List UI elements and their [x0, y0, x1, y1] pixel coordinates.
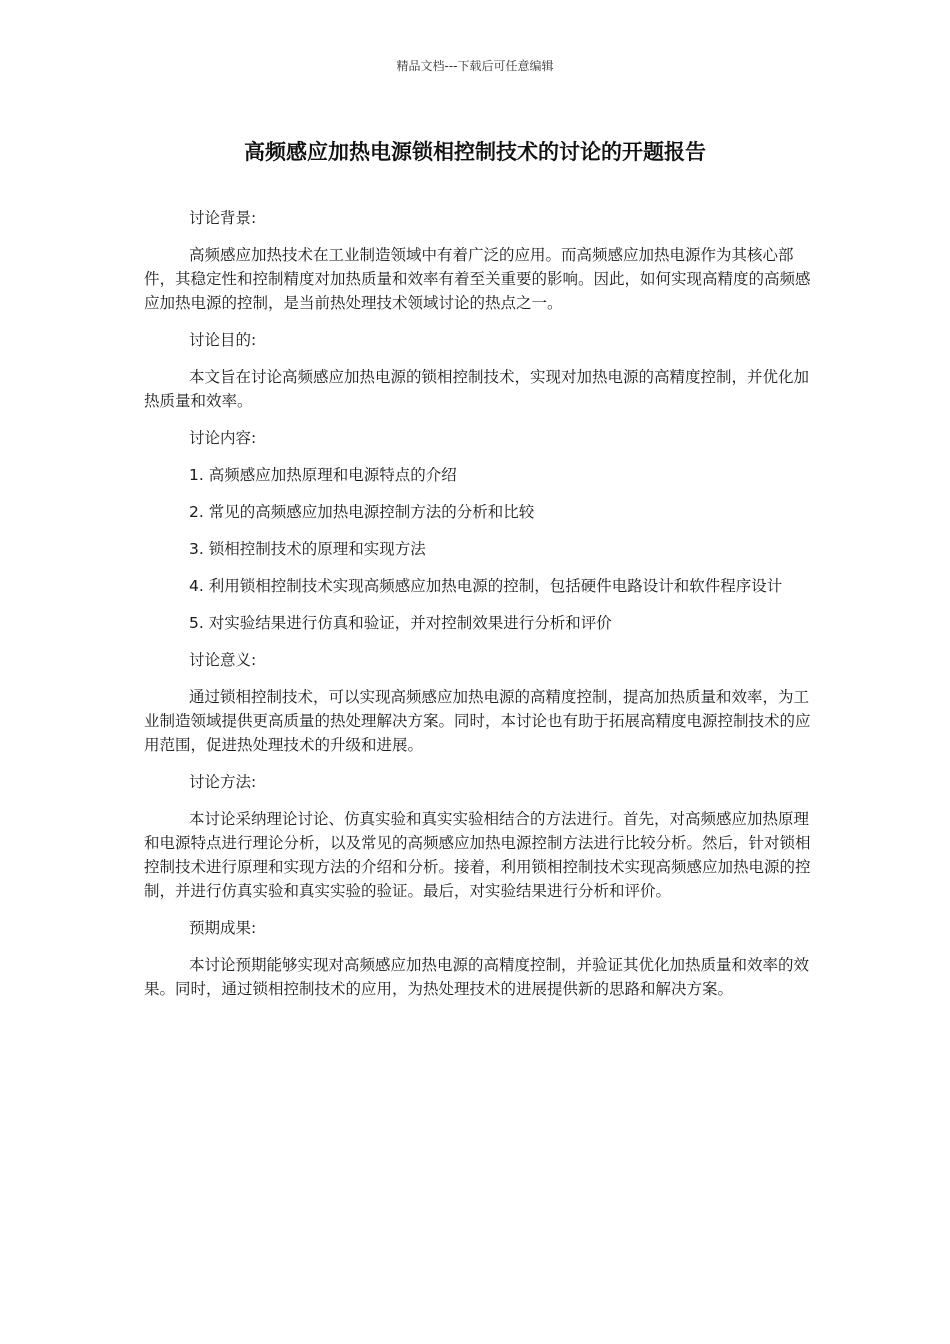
background-heading: 讨论背景:	[189, 209, 257, 227]
outcome-heading: 预期成果:	[189, 919, 257, 937]
outcome-text: 本讨论预期能够实现对高频感应加热电源的高精度控制，并验证其优化加热质量和效率的效果。同时，通过锁相控制技术的应用，为热处理技术的进展提供新的思路和解决方案。	[144, 956, 810, 998]
purpose-heading: 讨论目的:	[189, 331, 257, 349]
content-item-2: 2. 常见的高频感应加热电源控制方法的分析和比较	[189, 503, 535, 521]
purpose-text: 本文旨在讨论高频感应加热电源的锁相控制技术，实现对加热电源的高精度控制，并优化加热质量和效率。	[144, 368, 810, 410]
content-heading: 讨论内容:	[189, 429, 257, 447]
method-text: 本讨论采纳理论讨论、仿真实验和真实实验相结合的方法进行。首先，对高频感应加热原理和电源特点进行理论分析，以及常见的高频感应加热电源控制方法进行比较分析。然后，针对锁相控制技术进行原理和实现方法的介绍和分析。接着，利用锁相控制技术实现高频感应加热电源的控制，并进行仿真实验和真实实验的验证。最后，对实验结果进行分析和评价。	[144, 810, 811, 900]
document-body	[144, 206, 814, 1014]
content-item-1: 1. 高频感应加热原理和电源特点的介绍	[189, 466, 457, 484]
content-item-3: 3. 锁相控制技术的原理和实现方法	[189, 540, 426, 558]
header-note: 精品文档---下载后可任意编辑	[396, 59, 554, 73]
significance-heading: 讨论意义:	[189, 651, 257, 669]
content-item-4: 4. 利用锁相控制技术实现高频感应加热电源的控制，包括硬件电路设计和软件程序设计	[189, 577, 783, 595]
content-item-5: 5. 对实验结果进行仿真和验证，并对控制效果进行分析和评价	[189, 614, 612, 632]
significance-text: 通过锁相控制技术，可以实现高频感应加热电源的高精度控制，提高加热质量和效率，为工业制造领域提供更高质量的热处理解决方案。同时，本讨论也有助于拓展高精度电源控制技术的应用范围，促进热处理技术的升级和进展。	[144, 688, 811, 754]
method-heading: 讨论方法:	[189, 773, 257, 791]
background-text: 高频感应加热技术在工业制造领域中有着广泛的应用。而高频感应加热电源作为其核心部件，其稳定性和控制精度对加热质量和效率有着至关重要的影响。因此，如何实现高精度的高频感应加热电源的控制，是当前热处理技术领域讨论的热点之一。	[144, 246, 811, 312]
document-title: 高频感应加热电源锁相控制技术的讨论的开题报告	[244, 140, 706, 164]
